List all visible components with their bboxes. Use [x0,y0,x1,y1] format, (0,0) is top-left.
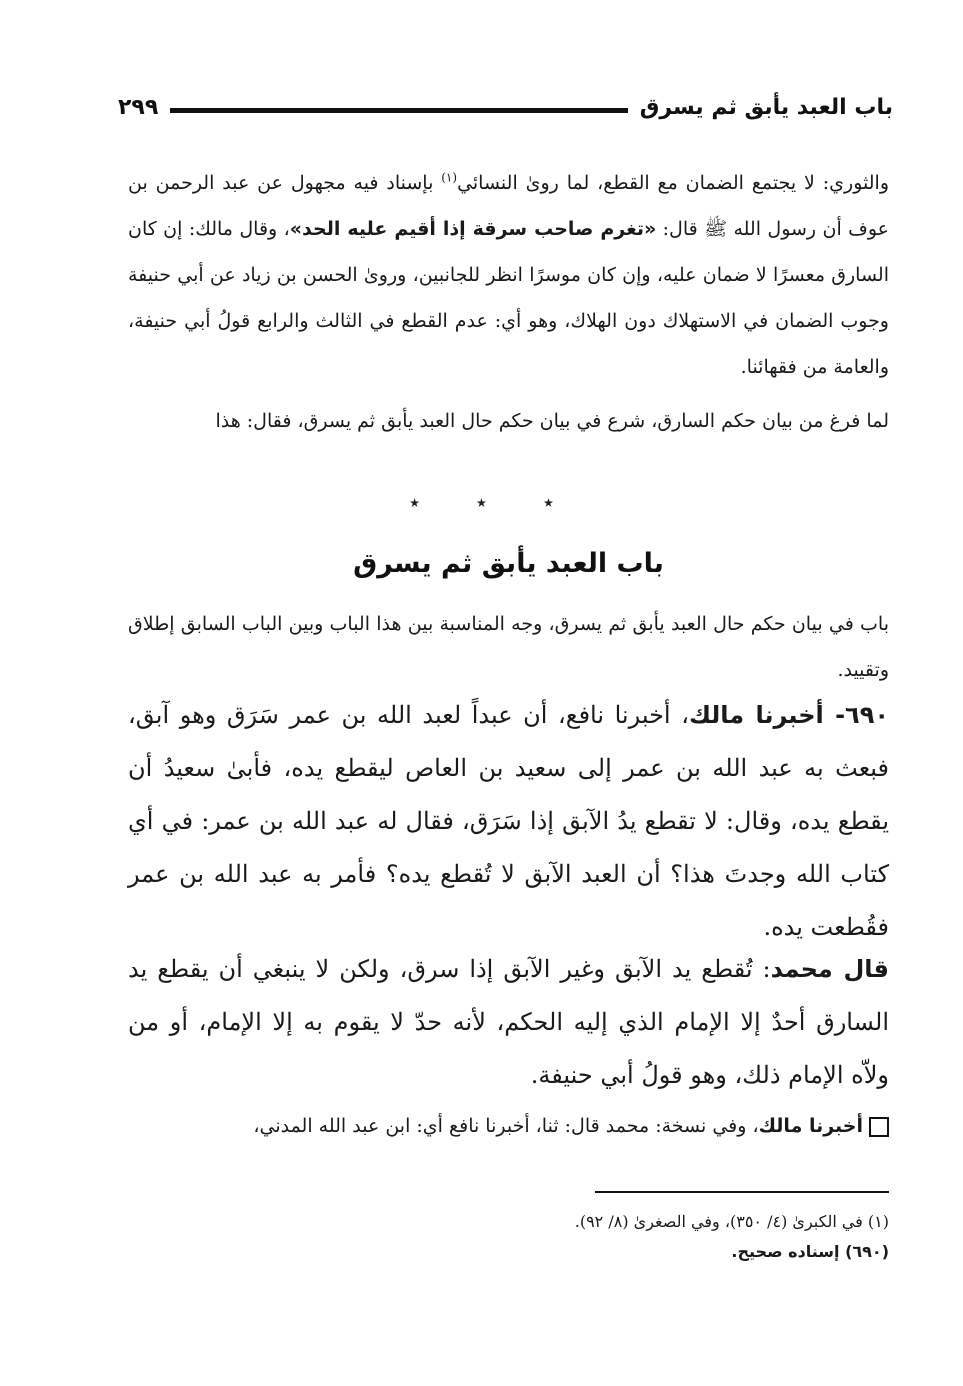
commentary-paragraph-1 [128,160,889,390]
footnote-item: (١) في الكبرىٰ (٤/ ٣٥٠)، وفي الصغرىٰ (٨/ ٩٢). [574,1212,889,1231]
hadith-number: ٦٩٠ [845,701,889,729]
intro-text: باب في بيان حكم حال العبد يأبق ثم يسرق، وجه المناسبة بين هذا الباب وبين الباب السابق إطلاق وتقييد. [128,613,889,681]
commentary-text: ، وفي نسخة: محمد قال: ثنا، أخبرنا نافع أي: ابن عبد الله المدني، [253,1115,759,1137]
header-rule [170,108,627,113]
commentary-text-after-ref: بإسناد فيه مجهول عن عبد الرحمن بن عوف أن رسول الله ﷺ قال: [128,172,889,240]
footnote-rule [595,1191,889,1193]
page-number: ٢٩٩ [118,94,159,120]
commentary-paragraph-2 [128,398,889,444]
commentary-text-rest: ، وقال مالك: إن كان السارق معسرًا لا ضمان عليه، وإن كان موسرًا انظر للجانبين، وروىٰ الحسن بن زياد عن أبي حنيفة وجوب الضمان في الاستهلاك دون الهلاك، وهو أي: عدم القطع في الثالث والرابع قولُ أبي حنيفة، والعامة من فقهائنا. [128,218,889,378]
star-icon: ٭ [409,490,421,514]
star-icon: ٭ [542,490,554,514]
muhammad-text: : تُقطع يد الآبق وغير الآبق إذا سرق، ولكن لا ينبغي أن يقطع يد السارق أحدٌ إلا الإمام الذي إليه الحكم، لأنه حدّ لا يقوم به إلا الإمام، أو من ولاّه الإمام ذلك، وهو قولُ أبي حنيفة. [128,955,889,1089]
star-icon: ٭ [476,490,487,514]
footnote-ref-mark: (١) [441,170,458,185]
star-separator [0,490,963,520]
footnote-item: (٦٩٠) إسناده صحيح. [731,1242,889,1261]
footnotes [300,1207,889,1267]
hadith-quote: «تغرم صاحب سرقة إذا أقيم عليه الحد» [289,218,657,240]
commentary-text: لما فرغ من بيان حكم السارق، شرع في بيان حكم حال العبد يأبق ثم يسرق، فقال: هذا [215,410,889,432]
hadith-paragraph [128,689,889,954]
section-heading: باب العبد يأبق ثم يسرق [353,548,664,579]
commentary-lead: أخبرنا مالك [758,1115,863,1137]
commentary-paragraph-3 [128,1103,889,1149]
intro-paragraph [128,601,889,693]
commentary-text-before-ref: والثوري: لا يجتمع الضمان مع القطع، لما روىٰ النسائي [457,172,889,194]
hadith-text: ، أخبرنا نافع، أن عبداً لعبد الله بن عمر سَرَق وهو آبق، فبعث به عبد الله بن عمر إلى سعيد بن العاص ليقطع يده، فأبىٰ سعيدُ أن يقطع يده، وقال: لا تقطع يدُ الآبق إذا سَرَق، فقال له عبد الله بن عمر: في أي كتاب الله وجدتَ هذا؟ أن العبد الآبق لا تُقطع يده؟ فأمر به عبد الله بن عمر فقُطعت يده. [128,701,889,941]
hadith-dash: - [823,701,846,729]
hadith-lead: أخبرنا مالك [688,701,824,729]
running-header [118,90,893,124]
commentary-box-icon [869,1117,889,1137]
muhammad-paragraph [128,943,889,1102]
header-title: باب العبد يأبق ثم يسرق [639,94,893,120]
muhammad-lead: قال محمد [770,955,890,983]
